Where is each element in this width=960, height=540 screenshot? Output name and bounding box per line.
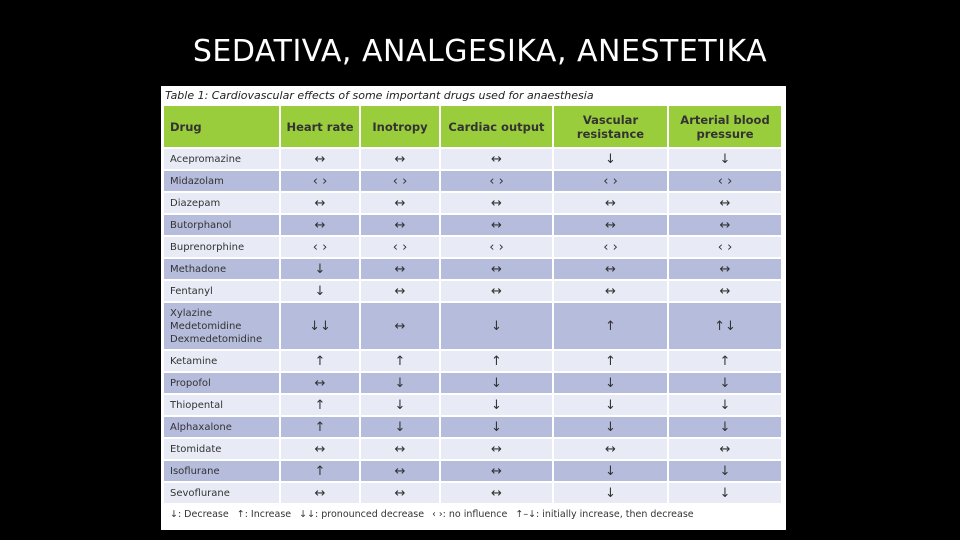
effect-cell: ‹ › xyxy=(554,171,669,193)
effect-cell: ↔ xyxy=(281,215,361,237)
legend-item: ‹ ›: no influence xyxy=(432,509,508,520)
effect-cell: ↔ xyxy=(669,281,783,303)
effect-cell: ↔ xyxy=(361,303,441,351)
effect-cell: ↔ xyxy=(361,215,441,237)
effect-cell: ↓ xyxy=(669,395,783,417)
effect-cell: ↔ xyxy=(441,461,554,483)
legend-item: ↑: Increase xyxy=(236,509,292,520)
effect-cell: ‹ › xyxy=(361,237,441,259)
header-drug: Drug xyxy=(164,106,281,149)
effect-cell: ↓ xyxy=(669,373,783,395)
effect-cell: ‹ › xyxy=(441,237,554,259)
effect-cell: ‹ › xyxy=(441,171,554,193)
drug-name-cell: Thiopental xyxy=(164,395,281,417)
table-row xyxy=(164,259,783,281)
effect-cell: ↓ xyxy=(361,373,441,395)
effect-cell: ↔ xyxy=(361,259,441,281)
effect-cell: ↔ xyxy=(361,281,441,303)
effect-cell: ↔ xyxy=(554,193,669,215)
drug-name-cell: Isoflurane xyxy=(164,461,281,483)
effect-cell: ‹ › xyxy=(281,171,361,193)
table-header-row xyxy=(164,106,783,149)
effect-cell: ↑ xyxy=(441,351,554,373)
effect-cell: ↔ xyxy=(361,149,441,171)
drug-name-cell: Buprenorphine xyxy=(164,237,281,259)
effect-cell: ↔ xyxy=(554,281,669,303)
effect-cell: ↔ xyxy=(441,193,554,215)
table-row xyxy=(164,417,783,439)
effect-cell: ↑ xyxy=(361,351,441,373)
effect-cell: ↓ xyxy=(669,417,783,439)
effect-cell: ‹ › xyxy=(281,237,361,259)
effect-cell: ↔ xyxy=(281,439,361,461)
effect-cell: ‹ › xyxy=(669,171,783,193)
effect-cell: ↔ xyxy=(361,193,441,215)
effect-cell: ↓ xyxy=(441,373,554,395)
effect-cell: ↔ xyxy=(361,439,441,461)
effect-cell: ↔ xyxy=(669,439,783,461)
effect-cell: ‹ › xyxy=(361,171,441,193)
effect-cell: ‹ › xyxy=(669,237,783,259)
effect-cell: ↔ xyxy=(441,281,554,303)
effect-cell: ↑ xyxy=(281,395,361,417)
effect-cell: ↔ xyxy=(669,259,783,281)
drug-name-cell: Ketamine xyxy=(164,351,281,373)
drug-name-cell: Butorphanol xyxy=(164,215,281,237)
cardiovascular-effects-table xyxy=(164,106,783,505)
effect-cell: ↓ xyxy=(669,483,783,505)
effect-cell: ↑ xyxy=(669,351,783,373)
effect-cell: ↓ xyxy=(554,461,669,483)
header-cardiac-output: Cardiac output xyxy=(441,106,554,149)
drug-name-cell: Diazepam xyxy=(164,193,281,215)
effect-cell: ↔ xyxy=(441,149,554,171)
table-row xyxy=(164,303,783,351)
effect-cell: ↔ xyxy=(361,461,441,483)
table-row xyxy=(164,149,783,171)
drug-name-cell: Methadone xyxy=(164,259,281,281)
table-body xyxy=(164,149,783,505)
drug-name-cell: Xylazine Medetomidine Dexmedetomidine xyxy=(164,303,281,351)
effect-cell: ↑ xyxy=(554,351,669,373)
table-row xyxy=(164,373,783,395)
table-row xyxy=(164,171,783,193)
effect-cell: ↓ xyxy=(441,395,554,417)
legend-item: ↓: Decrease xyxy=(170,509,229,520)
table-row xyxy=(164,351,783,373)
effect-cell: ↔ xyxy=(281,483,361,505)
effect-cell: ↑↓ xyxy=(669,303,783,351)
drug-name-cell: Fentanyl xyxy=(164,281,281,303)
effect-cell: ↔ xyxy=(361,483,441,505)
effect-cell: ↓ xyxy=(554,483,669,505)
table-row xyxy=(164,215,783,237)
table-row xyxy=(164,193,783,215)
drug-name-cell: Midazolam xyxy=(164,171,281,193)
effect-cell: ↓ xyxy=(669,149,783,171)
table-row xyxy=(164,395,783,417)
effect-cell: ↑ xyxy=(281,351,361,373)
drug-name-cell: Etomidate xyxy=(164,439,281,461)
effect-cell: ↓ xyxy=(281,259,361,281)
table-legend xyxy=(164,505,783,525)
header-arterial-blood-pressure: Arterial blood pressure xyxy=(669,106,783,149)
table-row xyxy=(164,461,783,483)
effect-cell: ↑ xyxy=(281,461,361,483)
header-heart-rate: Heart rate xyxy=(281,106,361,149)
effect-cell: ↓ xyxy=(281,281,361,303)
effect-cell: ↔ xyxy=(441,439,554,461)
effect-cell: ↓ xyxy=(441,303,554,351)
effect-cell: ↓ xyxy=(554,373,669,395)
legend-item: ↓↓: pronounced decrease xyxy=(299,509,425,520)
drug-name-cell: Propofol xyxy=(164,373,281,395)
effect-cell: ↔ xyxy=(554,259,669,281)
table-row xyxy=(164,439,783,461)
table-caption: Table 1: Cardiovascular effects of some important drugs used for anaesthesia xyxy=(165,89,594,102)
effect-cell: ↑ xyxy=(554,303,669,351)
header-inotropy: Inotropy xyxy=(361,106,441,149)
header-vascular-resistance: Vascular resistance xyxy=(554,106,669,149)
effect-cell: ↔ xyxy=(441,215,554,237)
effect-cell: ↔ xyxy=(669,215,783,237)
effect-cell: ↓ xyxy=(554,149,669,171)
effect-cell: ↔ xyxy=(554,439,669,461)
table-row xyxy=(164,237,783,259)
effect-cell: ↔ xyxy=(441,259,554,281)
effect-cell: ↔ xyxy=(281,373,361,395)
effect-cell: ↓ xyxy=(361,395,441,417)
drug-name-cell: Sevoflurane xyxy=(164,483,281,505)
effect-cell: ↔ xyxy=(669,193,783,215)
table-row xyxy=(164,483,783,505)
effect-cell: ↑ xyxy=(281,417,361,439)
effect-cell: ↔ xyxy=(441,483,554,505)
legend-item: ↑–↓: initially increase, then decrease xyxy=(515,509,694,520)
effect-cell: ↔ xyxy=(281,193,361,215)
drug-name-cell: Alphaxalone xyxy=(164,417,281,439)
drug-name-cell: Acepromazine xyxy=(164,149,281,171)
table-row xyxy=(164,281,783,303)
effect-cell: ↔ xyxy=(554,215,669,237)
effect-cell: ↓ xyxy=(554,395,669,417)
effect-cell: ↓ xyxy=(441,417,554,439)
effect-cell: ↓ xyxy=(361,417,441,439)
table-image xyxy=(161,86,786,530)
effect-cell: ↓↓ xyxy=(281,303,361,351)
effect-cell: ↓ xyxy=(669,461,783,483)
effect-cell: ↔ xyxy=(281,149,361,171)
effect-cell: ↓ xyxy=(554,417,669,439)
slide-title: SEDATIVA, ANALGESIKA, ANESTETIKA xyxy=(192,34,768,69)
effect-cell: ‹ › xyxy=(554,237,669,259)
